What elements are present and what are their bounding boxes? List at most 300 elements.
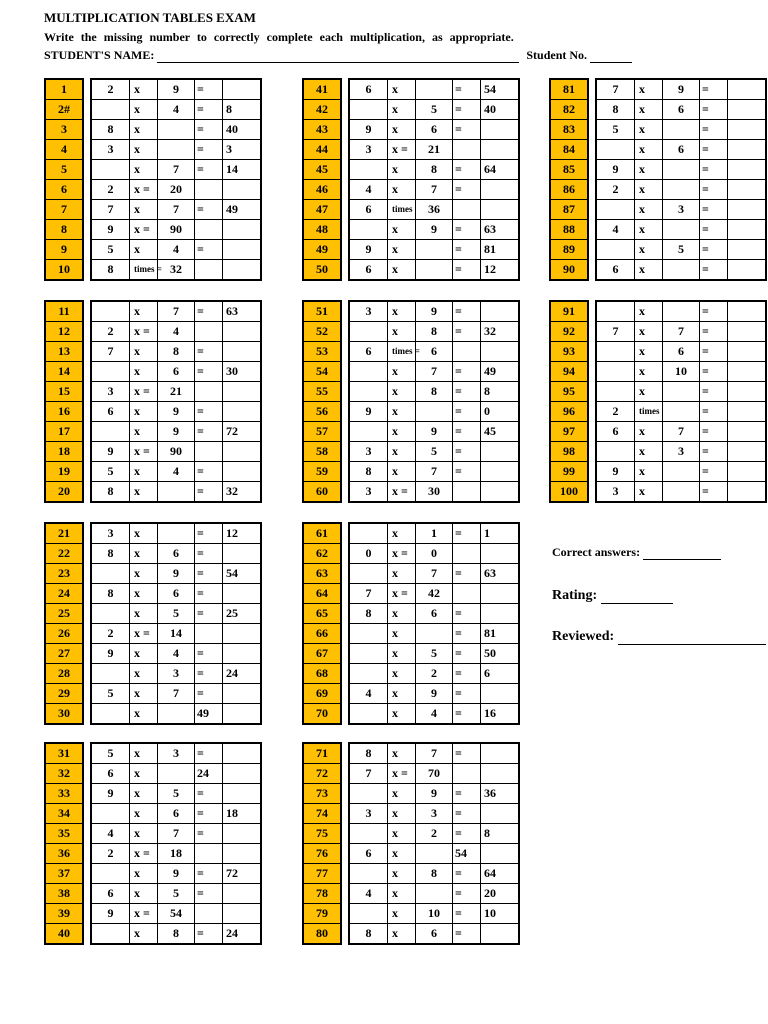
- operator-cell: x: [635, 180, 663, 199]
- exercise-row: [350, 684, 518, 704]
- factor-cell[interactable]: [416, 240, 453, 259]
- factor-cell[interactable]: [663, 220, 700, 239]
- product-cell[interactable]: [481, 844, 518, 863]
- exercise-row: [597, 302, 765, 322]
- factor-cell[interactable]: [416, 402, 453, 421]
- product-cell[interactable]: [728, 240, 765, 259]
- exercise-row: [92, 120, 260, 140]
- exercise-block: [44, 742, 262, 945]
- factor-cell: 5: [158, 784, 195, 803]
- operator-cell: x: [130, 684, 158, 703]
- factor-cell: 9: [158, 80, 195, 99]
- factor-cell[interactable]: [350, 644, 388, 663]
- product-cell[interactable]: [728, 462, 765, 481]
- question-number: 52: [304, 322, 340, 342]
- factor-cell: 3: [158, 664, 195, 683]
- equals-cell: =: [700, 322, 728, 341]
- factor-cell[interactable]: [92, 664, 130, 683]
- factor-cell[interactable]: [350, 904, 388, 923]
- factor-cell: 9: [416, 422, 453, 441]
- equals-cell[interactable]: [195, 180, 223, 199]
- product-cell[interactable]: [728, 180, 765, 199]
- product-cell[interactable]: [481, 120, 518, 139]
- question-number: 39: [46, 904, 82, 924]
- equals-cell[interactable]: [195, 382, 223, 401]
- question-number: 74: [304, 804, 340, 824]
- factor-cell[interactable]: [597, 382, 635, 401]
- factor-cell[interactable]: [350, 784, 388, 803]
- equals-cell: =: [453, 884, 481, 903]
- exercise-block: [44, 522, 262, 725]
- equals-cell: =: [453, 442, 481, 461]
- product-cell[interactable]: [481, 924, 518, 943]
- factor-cell[interactable]: [663, 180, 700, 199]
- product-cell[interactable]: [481, 684, 518, 703]
- product-cell[interactable]: [481, 744, 518, 763]
- equals-cell[interactable]: [195, 260, 223, 279]
- factor-cell[interactable]: [92, 924, 130, 943]
- factor-cell[interactable]: [416, 844, 453, 863]
- factor-cell[interactable]: [663, 382, 700, 401]
- product-cell: 50: [484, 646, 496, 660]
- factor-cell: 7: [416, 362, 453, 381]
- product-cell[interactable]: [728, 100, 765, 119]
- product-cell[interactable]: [223, 704, 260, 723]
- factor-cell[interactable]: [416, 884, 453, 903]
- equals-cell[interactable]: [195, 904, 223, 923]
- factor-cell: 6: [350, 80, 388, 99]
- factor-cell[interactable]: [158, 120, 195, 139]
- operator-cell: x: [130, 804, 158, 823]
- factor-cell[interactable]: [92, 864, 130, 883]
- exercise-grid: [348, 522, 520, 725]
- question-number: 16: [46, 402, 82, 422]
- operator-cell: x: [388, 100, 416, 119]
- factor-cell: 7: [416, 462, 453, 481]
- factor-cell[interactable]: [350, 422, 388, 441]
- question-number-column: [302, 78, 342, 281]
- factor-cell[interactable]: [350, 220, 388, 239]
- factor-cell: 8: [92, 120, 130, 139]
- factor-cell[interactable]: [597, 442, 635, 461]
- equals-cell[interactable]: [453, 200, 481, 219]
- factor-cell[interactable]: [350, 362, 388, 381]
- question-number: 57: [304, 422, 340, 442]
- product-cell[interactable]: [223, 180, 260, 199]
- factor-cell[interactable]: [350, 100, 388, 119]
- factor-cell: 3: [158, 744, 195, 763]
- factor-cell: 54: [158, 904, 195, 923]
- question-number: 86: [551, 180, 587, 200]
- factor-cell: 7: [158, 824, 195, 843]
- factor-cell: 6: [350, 200, 388, 219]
- operator-cell: x: [130, 80, 158, 99]
- equals-cell: =: [453, 804, 481, 823]
- exercise-block: [549, 78, 767, 281]
- factor-cell[interactable]: [92, 100, 130, 119]
- equals-cell[interactable]: [195, 220, 223, 239]
- product-cell[interactable]: [223, 644, 260, 663]
- operator-cell: x: [130, 160, 158, 179]
- factor-cell[interactable]: [416, 80, 453, 99]
- exercise-grid: [348, 300, 520, 503]
- factor-cell[interactable]: [158, 482, 195, 501]
- exercise-row: [92, 584, 260, 604]
- question-number: 50: [304, 260, 340, 279]
- factor-cell: 10: [416, 904, 453, 923]
- product-cell[interactable]: [223, 584, 260, 603]
- factor-cell[interactable]: [92, 704, 130, 723]
- equals-cell[interactable]: [195, 624, 223, 643]
- factor-cell[interactable]: [663, 482, 700, 501]
- factor-cell[interactable]: [92, 564, 130, 583]
- factor-cell: 5: [92, 240, 130, 259]
- factor-cell: 9: [663, 80, 700, 99]
- equals-cell: =: [700, 240, 728, 259]
- question-number: 38: [46, 884, 82, 904]
- factor-cell[interactable]: [350, 704, 388, 723]
- factor-cell[interactable]: [663, 260, 700, 279]
- operator-cell: x: [130, 644, 158, 663]
- product-cell[interactable]: [481, 180, 518, 199]
- equals-cell[interactable]: [195, 322, 223, 341]
- product-cell[interactable]: [223, 402, 260, 421]
- product-cell[interactable]: [481, 544, 518, 563]
- factor-cell: 9: [158, 864, 195, 883]
- product-cell: 72: [226, 424, 238, 438]
- operator-cell: x =: [130, 624, 158, 643]
- equals-cell: =: [195, 80, 223, 99]
- factor-cell: 8: [350, 604, 388, 623]
- equals-cell[interactable]: [453, 482, 481, 501]
- operator-cell: x: [635, 220, 663, 239]
- factor-cell[interactable]: [663, 120, 700, 139]
- question-number: 53: [304, 342, 340, 362]
- operator-cell: x: [388, 180, 416, 199]
- factor-cell: 1: [416, 524, 453, 543]
- product-cell[interactable]: [481, 342, 518, 361]
- exercise-row: [92, 864, 260, 884]
- question-number: 88: [551, 220, 587, 240]
- product-cell[interactable]: [728, 260, 765, 279]
- question-number: 59: [304, 462, 340, 482]
- exercise-row: [92, 100, 260, 120]
- operator-cell: x =: [130, 322, 158, 341]
- product-cell[interactable]: [728, 140, 765, 159]
- question-number-column: [302, 522, 342, 725]
- product-cell[interactable]: [223, 382, 260, 401]
- product-cell[interactable]: [481, 764, 518, 783]
- exercise-row: [92, 844, 260, 864]
- question-number-column: [549, 300, 589, 503]
- product-cell[interactable]: [728, 200, 765, 219]
- factor-cell: 6: [350, 844, 388, 863]
- factor-cell: 4: [350, 884, 388, 903]
- question-number: 27: [46, 644, 82, 664]
- operator-cell: x: [130, 302, 158, 321]
- product-cell[interactable]: [481, 462, 518, 481]
- operator-cell: x: [130, 744, 158, 763]
- product-cell[interactable]: [728, 322, 765, 341]
- exercise-grid: [90, 78, 262, 281]
- equals-cell: =: [195, 524, 223, 543]
- product-cell: 72: [226, 866, 238, 880]
- product-cell[interactable]: [728, 402, 765, 421]
- factor-cell[interactable]: [92, 422, 130, 441]
- question-number: 29: [46, 684, 82, 704]
- product-cell[interactable]: [223, 884, 260, 903]
- factor-cell[interactable]: [416, 260, 453, 279]
- product-cell[interactable]: [481, 302, 518, 321]
- product-cell: 8: [226, 102, 232, 116]
- exercise-row: [350, 100, 518, 120]
- question-number: 81: [551, 80, 587, 100]
- equals-cell: =: [453, 180, 481, 199]
- product-cell[interactable]: [728, 362, 765, 381]
- factor-cell[interactable]: [597, 140, 635, 159]
- product-cell[interactable]: [223, 322, 260, 341]
- exercise-row: [597, 322, 765, 342]
- factor-cell[interactable]: [663, 160, 700, 179]
- factor-cell: 0: [350, 544, 388, 563]
- product-cell[interactable]: [728, 482, 765, 501]
- factor-cell[interactable]: [416, 624, 453, 643]
- equals-cell[interactable]: [195, 844, 223, 863]
- product-cell[interactable]: [223, 844, 260, 863]
- question-number: 49: [304, 240, 340, 260]
- factor-cell: 30: [416, 482, 453, 501]
- operator-cell: x: [388, 644, 416, 663]
- product-cell[interactable]: [223, 784, 260, 803]
- question-number: 97: [551, 422, 587, 442]
- product-cell[interactable]: [223, 442, 260, 461]
- factor-cell[interactable]: [92, 604, 130, 623]
- factor-cell: 6: [158, 804, 195, 823]
- equals-cell[interactable]: [453, 764, 481, 783]
- equals-cell: =: [453, 402, 481, 421]
- question-number: 44: [304, 140, 340, 160]
- question-number: 58: [304, 442, 340, 462]
- product-cell[interactable]: [223, 80, 260, 99]
- product-cell: 16: [484, 706, 496, 720]
- exercise-row: [92, 524, 260, 544]
- product-cell: 81: [484, 626, 496, 640]
- product-cell[interactable]: [223, 260, 260, 279]
- equals-cell[interactable]: [453, 342, 481, 361]
- product-cell[interactable]: [728, 160, 765, 179]
- factor-cell: 9: [158, 564, 195, 583]
- product-cell[interactable]: [223, 240, 260, 259]
- operator-cell: x: [635, 200, 663, 219]
- question-number: 25: [46, 604, 82, 624]
- question-number: 51: [304, 302, 340, 322]
- product-cell[interactable]: [223, 764, 260, 783]
- rating-field[interactable]: [601, 589, 673, 604]
- equals-cell: =: [453, 422, 481, 441]
- operator-cell: x =: [130, 220, 158, 239]
- factor-cell: 8: [158, 924, 195, 943]
- exercise-row: [597, 180, 765, 200]
- factor-cell[interactable]: [350, 624, 388, 643]
- product-cell[interactable]: [223, 462, 260, 481]
- exercise-row: [350, 482, 518, 501]
- factor-cell[interactable]: [597, 342, 635, 361]
- question-number: 95: [551, 382, 587, 402]
- exercise-row: [92, 804, 260, 824]
- factor-cell[interactable]: [597, 362, 635, 381]
- question-number: 8: [46, 220, 82, 240]
- product-cell: 49: [226, 202, 238, 216]
- factor-cell[interactable]: [597, 200, 635, 219]
- product-cell[interactable]: [728, 80, 765, 99]
- factor-cell[interactable]: [350, 524, 388, 543]
- product-cell[interactable]: [223, 342, 260, 361]
- exercise-row: [92, 200, 260, 220]
- product-cell: 54: [484, 82, 496, 96]
- factor-cell[interactable]: [350, 382, 388, 401]
- factor-cell: 4: [92, 824, 130, 843]
- question-number: 37: [46, 864, 82, 884]
- factor-cell: 3: [350, 302, 388, 321]
- question-number: 94: [551, 362, 587, 382]
- question-number: 99: [551, 462, 587, 482]
- product-cell[interactable]: [223, 220, 260, 239]
- operator-cell: x =: [130, 180, 158, 199]
- factor-cell: 18: [158, 844, 195, 863]
- product-cell[interactable]: [481, 482, 518, 501]
- question-number: 76: [304, 844, 340, 864]
- exercise-row: [597, 120, 765, 140]
- product-cell[interactable]: [728, 220, 765, 239]
- exercise-row: [597, 200, 765, 220]
- exercise-row: [92, 302, 260, 322]
- factor-cell[interactable]: [92, 804, 130, 823]
- product-cell[interactable]: [481, 604, 518, 623]
- product-cell: 24: [226, 666, 238, 680]
- factor-cell[interactable]: [92, 362, 130, 381]
- factor-cell[interactable]: [597, 240, 635, 259]
- factor-cell[interactable]: [158, 524, 195, 543]
- product-cell[interactable]: [481, 200, 518, 219]
- question-number: 55: [304, 382, 340, 402]
- factor-cell: 6: [158, 544, 195, 563]
- product-cell[interactable]: [728, 302, 765, 321]
- factor-cell[interactable]: [350, 160, 388, 179]
- product-cell[interactable]: [223, 624, 260, 643]
- product-cell[interactable]: [728, 342, 765, 361]
- equals-cell[interactable]: [453, 140, 481, 159]
- factor-cell[interactable]: [92, 302, 130, 321]
- reviewed-field[interactable]: [618, 630, 766, 645]
- factor-cell: 6: [158, 584, 195, 603]
- equals-cell: =: [195, 482, 223, 501]
- product-cell[interactable]: [481, 584, 518, 603]
- factor-cell[interactable]: [92, 160, 130, 179]
- question-number: 1: [46, 80, 82, 100]
- factor-cell: 2: [92, 322, 130, 341]
- product-cell[interactable]: [728, 120, 765, 139]
- factor-cell: 8: [92, 482, 130, 501]
- product-cell[interactable]: [481, 804, 518, 823]
- product-cell[interactable]: [728, 442, 765, 461]
- factor-cell[interactable]: [350, 664, 388, 683]
- factor-cell[interactable]: [158, 140, 195, 159]
- product-cell[interactable]: [728, 422, 765, 441]
- question-number: 82: [551, 100, 587, 120]
- product-cell[interactable]: [481, 442, 518, 461]
- factor-cell[interactable]: [350, 322, 388, 341]
- equals-cell: =: [195, 120, 223, 139]
- correct-answers-field[interactable]: [643, 547, 721, 560]
- product-cell[interactable]: [223, 824, 260, 843]
- factor-cell: 5: [416, 100, 453, 119]
- factor-cell[interactable]: [350, 564, 388, 583]
- question-number: 40: [46, 924, 82, 943]
- question-number: 100: [551, 482, 587, 501]
- equals-cell[interactable]: [195, 442, 223, 461]
- factor-cell: 9: [597, 160, 635, 179]
- student-no-field[interactable]: [590, 50, 632, 63]
- exercise-row: [597, 482, 765, 501]
- question-number: 98: [551, 442, 587, 462]
- operator-cell: x: [130, 100, 158, 119]
- factor-cell: 9: [416, 220, 453, 239]
- exercise-row: [92, 744, 260, 764]
- product-cell[interactable]: [481, 140, 518, 159]
- factor-cell: 3: [416, 804, 453, 823]
- factor-cell: 7: [597, 322, 635, 341]
- operator-cell: x: [388, 884, 416, 903]
- product-cell[interactable]: [223, 544, 260, 563]
- reviewed-row: [552, 629, 766, 645]
- factor-cell: 0: [416, 544, 453, 563]
- question-number: 43: [304, 120, 340, 140]
- factor-cell[interactable]: [158, 704, 195, 723]
- factor-cell: 4: [350, 684, 388, 703]
- exercise-block: [302, 522, 520, 725]
- factor-cell[interactable]: [350, 824, 388, 843]
- factor-cell: 3: [92, 524, 130, 543]
- factor-cell[interactable]: [663, 302, 700, 321]
- equals-cell: =: [700, 120, 728, 139]
- exercise-row: [350, 382, 518, 402]
- factor-cell: 3: [350, 140, 388, 159]
- question-number: 12: [46, 322, 82, 342]
- factor-cell[interactable]: [158, 764, 195, 783]
- product-cell[interactable]: [223, 904, 260, 923]
- factor-cell: 21: [416, 140, 453, 159]
- factor-cell: 7: [158, 160, 195, 179]
- question-number: 18: [46, 442, 82, 462]
- product-cell[interactable]: [223, 684, 260, 703]
- factor-cell[interactable]: [663, 402, 700, 421]
- product-cell[interactable]: [223, 744, 260, 763]
- equals-cell[interactable]: [453, 544, 481, 563]
- factor-cell[interactable]: [663, 462, 700, 481]
- equals-cell: =: [453, 704, 481, 723]
- factor-cell[interactable]: [350, 864, 388, 883]
- equals-cell[interactable]: [453, 584, 481, 603]
- operator-cell: x: [130, 120, 158, 139]
- factor-cell[interactable]: [597, 302, 635, 321]
- exercise-row: [350, 864, 518, 884]
- operator-cell: x: [635, 100, 663, 119]
- exercise-row: [350, 624, 518, 644]
- factor-cell: 8: [350, 462, 388, 481]
- student-name-field[interactable]: [157, 50, 519, 63]
- product-cell[interactable]: [728, 382, 765, 401]
- product-cell: 49: [484, 364, 496, 378]
